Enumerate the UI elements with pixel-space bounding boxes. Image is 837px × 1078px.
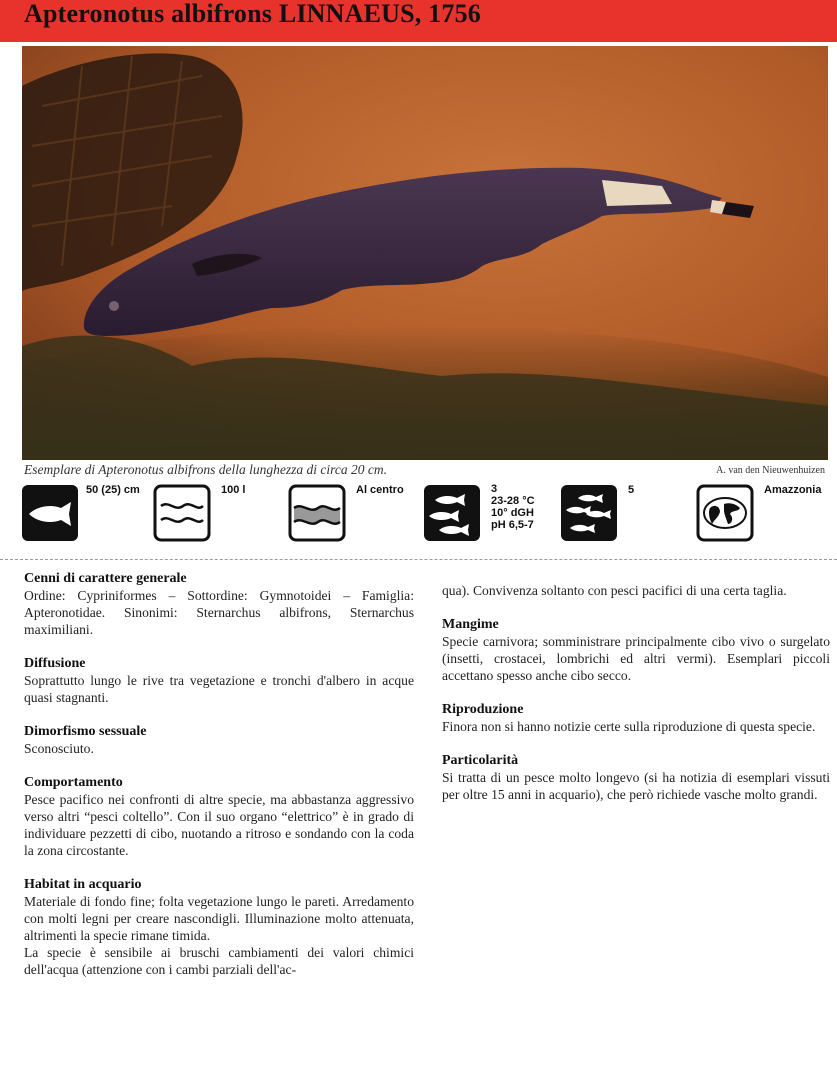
section-title: Comportamento	[24, 775, 123, 790]
group-fish-icon	[560, 484, 618, 542]
right-column	[442, 582, 830, 820]
group-fish-label: 5	[628, 484, 635, 496]
section-title: Diffusione	[24, 656, 86, 671]
section-text: Specie carnivora; somministrare principalmente cibo vivo o surgelato (insetti, crostacei, lombrichi ed altri vermi). Esemplari piccoli accettano spesso anche cibo secco.	[442, 634, 830, 683]
section-text: Ordine: Cypriniformes – Sottordine: Gymnotoidei – Famiglia: Apteronotidae. Sinonimi: Sternarchus albifrons, Sternarchus maximiliani.	[24, 588, 414, 637]
left-column	[24, 570, 414, 995]
black-ghost-knifefish-illustration	[22, 46, 828, 460]
section-sexual-dimorphism	[24, 723, 414, 757]
section-text: La specie è sensibile ai bruschi cambiamenti dei valori chimici dell'acqua (attenzione con i cambi parziali dell'ac-	[24, 945, 414, 977]
water-parameter-line: 10° dGH	[491, 507, 534, 519]
water-parameters-label	[491, 483, 535, 531]
page-title: Apteronotus albifrons LINNAEUS, 1756	[24, 0, 481, 28]
fish-size-label: 50 (25) cm	[86, 484, 140, 496]
section-text: Si tratta di un pesce molto longevo (si ha notizia di esemplari vissuti per oltre 15 anni in acquario), che però richiede vasche molto grandi.	[442, 770, 830, 802]
section-title: Cenni di carattere generale	[24, 571, 187, 586]
section-behaviour	[24, 774, 414, 859]
water-parameter-line: 23-28 °C	[491, 495, 535, 507]
section-title: Riproduzione	[442, 702, 524, 717]
section-title: Habitat in acquario	[24, 877, 142, 892]
continued-text: qua). Convivenza soltanto con pesci pacifici di una certa taglia.	[442, 583, 787, 598]
water-parameters-icon	[423, 484, 481, 542]
region-label: Amazzonia	[764, 484, 822, 496]
swim-zone-label: Al centro	[356, 484, 404, 496]
tank-volume-label: 100 l	[221, 484, 246, 496]
water-parameter-line: pH 6,5-7	[491, 519, 534, 531]
section-title: Mangime	[442, 617, 499, 632]
fish-size-icon	[21, 484, 79, 542]
section-text: Materiale di fondo fine; folta vegetazione lungo le pareti. Arredamento con molti legni per creare nascondigli. Illuminazione molto attenuata, altrimenti la specie rimane timida.	[24, 894, 414, 943]
section-distribution	[24, 655, 414, 706]
section-text: Pesce pacifico nei confronti di altre specie, ma abbastanza aggressivo verso altri “pesci coltello”. Con il suo organo “elettrico” è in grado di individuare pezzetti di cibo, nuotando a ritroso e sondando con la coda la zona circostante.	[24, 792, 414, 858]
photo-credit: A. van den Nieuwenhuizen	[716, 465, 825, 476]
section-text: Soprattutto lungo le rive tra vegetazione e tronchi d'albero in acque quasi stagnanti.	[24, 673, 414, 705]
section-general	[24, 570, 414, 638]
tank-volume-icon	[153, 484, 211, 542]
section-aquarium-habitat	[24, 876, 414, 978]
fish-photo	[22, 46, 828, 460]
section-text: Finora non si hanno notizie certe sulla riproduzione di questa specie.	[442, 719, 816, 734]
section-text: Sconosciuto.	[24, 741, 94, 756]
section-divider	[0, 559, 837, 560]
section-title: Particolarità	[442, 753, 519, 768]
section-food	[442, 616, 830, 684]
water-parameter-line: 3	[491, 483, 498, 495]
title-banner	[0, 0, 837, 42]
section-reproduction	[442, 701, 830, 735]
section-title: Dimorfismo sessuale	[24, 724, 147, 739]
globe-icon	[696, 484, 754, 542]
photo-caption: Esemplare di Apteronotus albifrons della lunghezza di circa 20 cm.	[24, 462, 387, 477]
section-particularities	[442, 752, 830, 803]
swim-zone-icon	[288, 484, 346, 542]
